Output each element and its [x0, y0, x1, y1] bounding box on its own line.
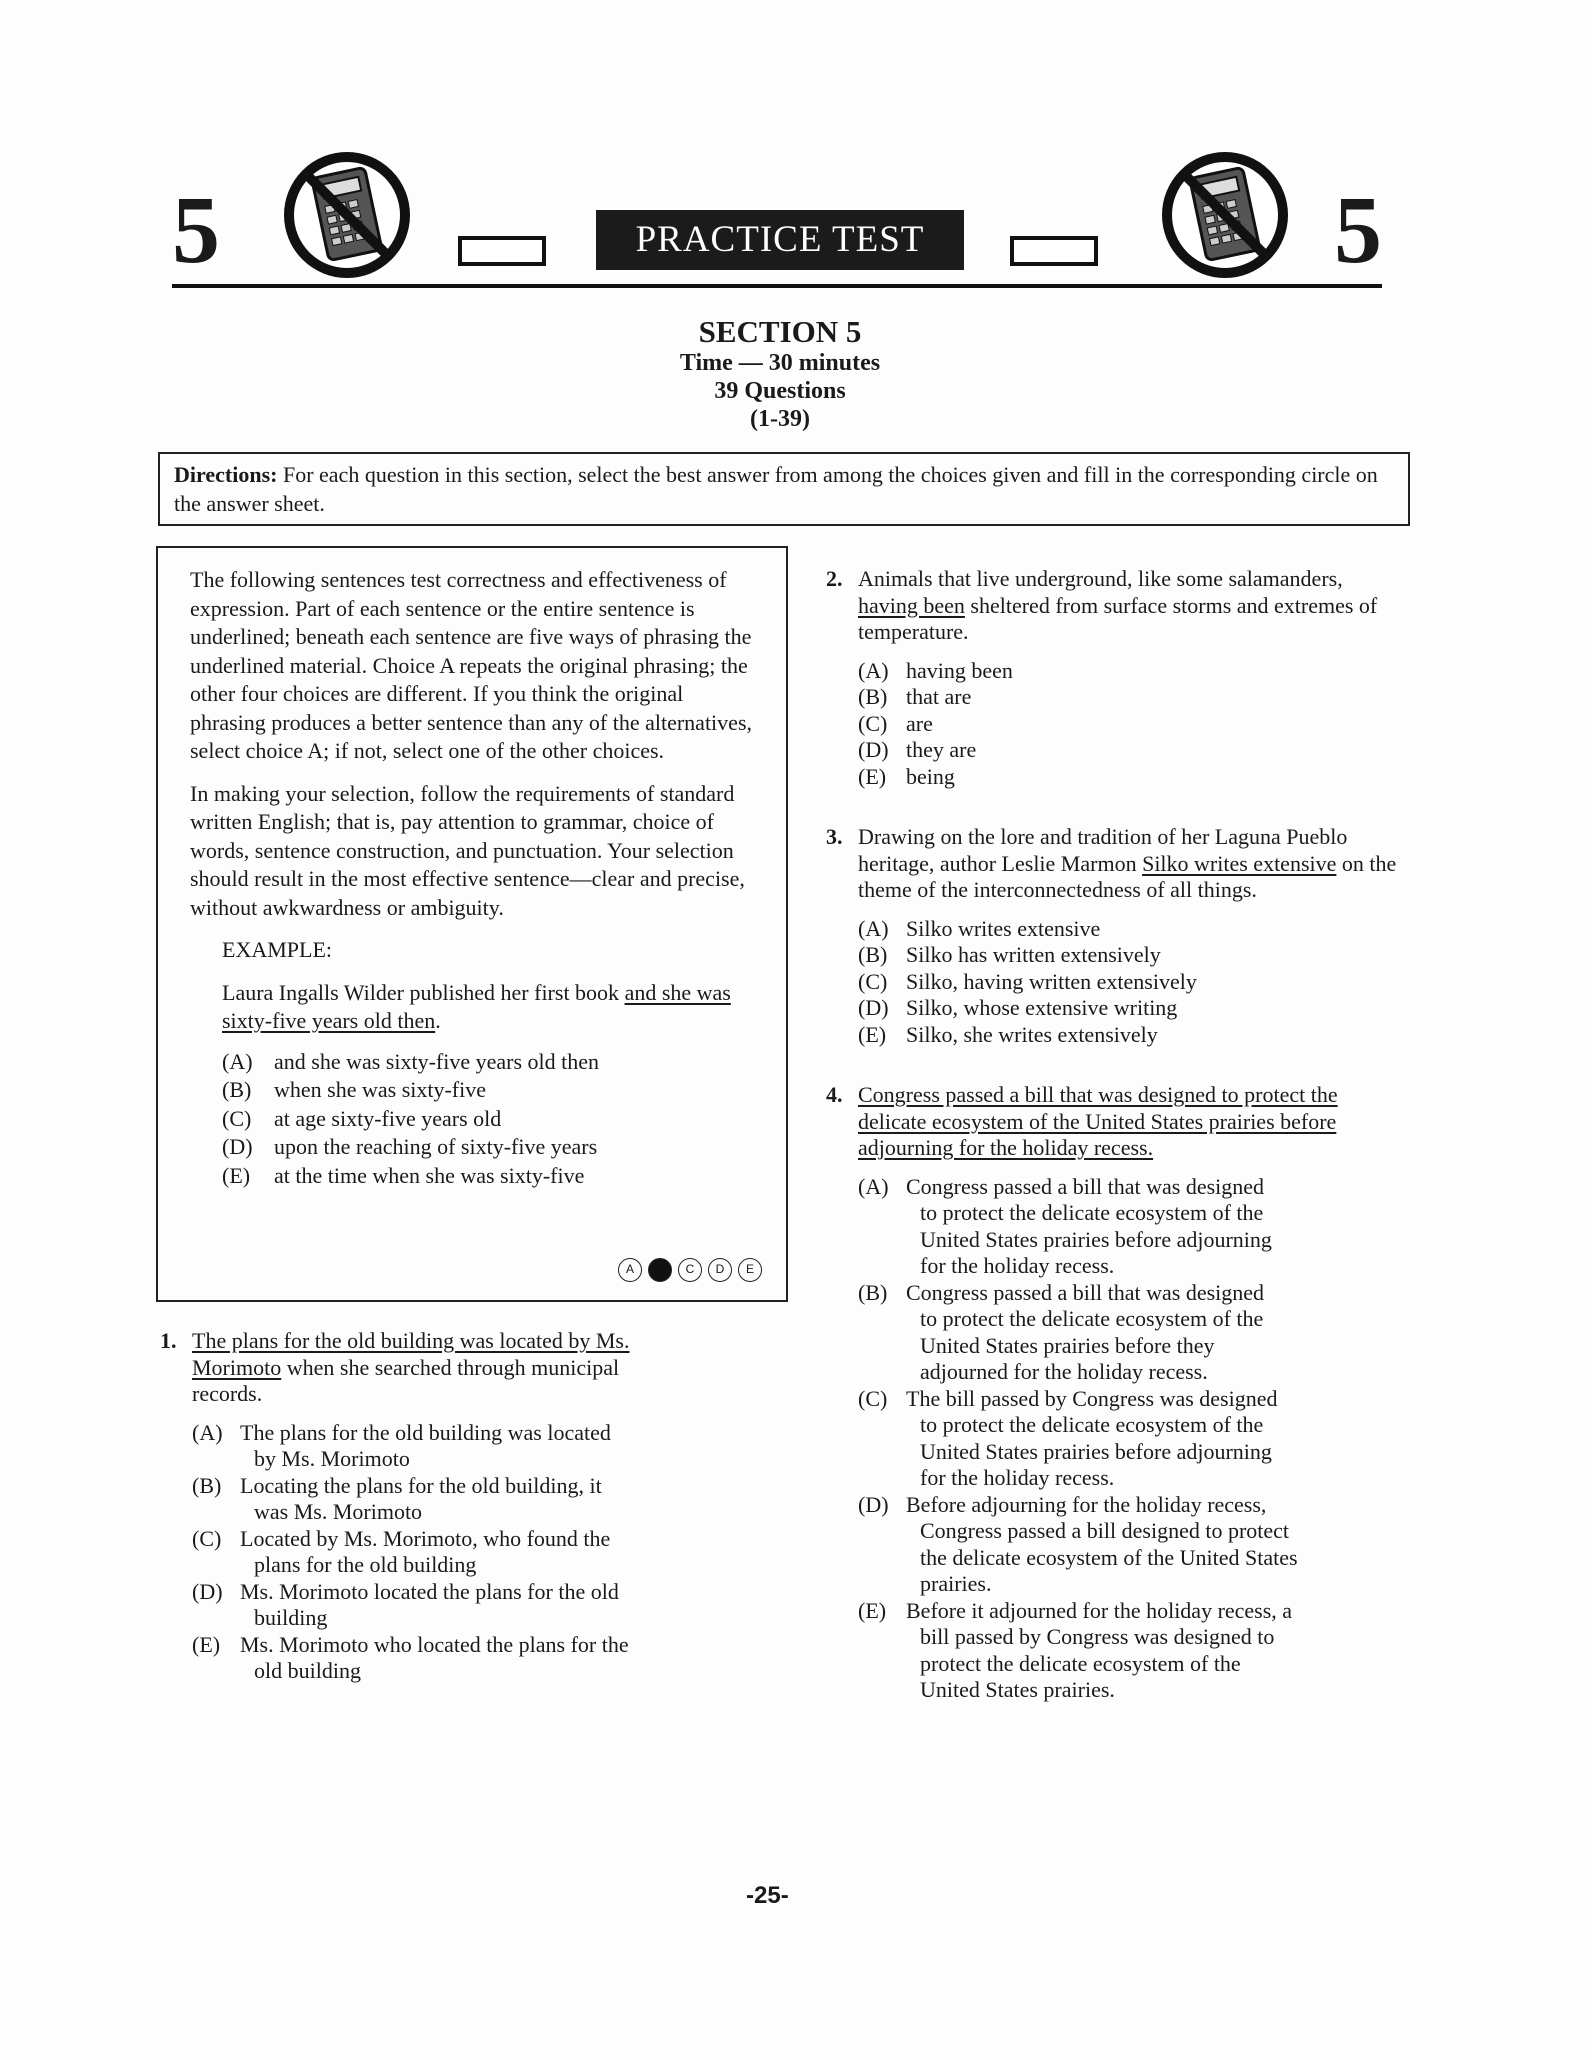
- answer-bubble-e: E: [738, 1258, 762, 1282]
- question-stem: [160, 1328, 680, 1408]
- choice-text: Silko, she writes extensively: [906, 1021, 1158, 1047]
- example-answer-bubbles: [618, 1258, 762, 1282]
- choice-text: Locating the plans for the old building, it was Ms. Morimoto: [240, 1472, 602, 1524]
- example-sentence: [222, 979, 760, 1036]
- underlined-text: The plans for the old building was located by Ms. Morimoto: [192, 1328, 630, 1380]
- choice-text: The bill passed by Congress was designed to protect the delicate ecosystem of the United States prairies before adjourning for the holiday recess.: [906, 1385, 1278, 1490]
- question-1: [160, 1328, 680, 1685]
- answer-choice: [826, 684, 1406, 711]
- answer-choice: [826, 942, 1406, 969]
- choice-letter: (D): [858, 737, 889, 762]
- choice-text: Ms. Morimoto located the plans for the old building: [240, 1578, 619, 1630]
- directions-label: Directions:: [174, 462, 278, 487]
- question-number: 3.: [826, 824, 843, 849]
- example-sentence-start: Laura Ingalls Wilder published her first book: [222, 979, 625, 1005]
- no-calculator-icon: [282, 150, 412, 280]
- header-rule-box-right: [1010, 236, 1098, 266]
- choice-text: Silko, whose extensive writing: [906, 995, 1178, 1020]
- underlined-text: Congress passed a bill that was designed to protect the delicate ecosystem of the United States prairies before adjourning for the holiday recess.: [858, 1082, 1338, 1160]
- directions-box: [158, 452, 1410, 526]
- answer-choice: [826, 1386, 1406, 1492]
- underlined-text: having been: [858, 592, 965, 618]
- choice-text: at the time when she was sixty-five: [274, 1162, 585, 1188]
- choice-letter: (B): [858, 1279, 888, 1305]
- stem-rest: when she searched through municipal records.: [192, 1354, 620, 1406]
- example-sentence-end: .: [435, 1008, 441, 1033]
- answer-choice: [826, 737, 1406, 764]
- choice-text: Silko has written extensively: [906, 942, 1161, 967]
- underlined-text: Silko writes extensive: [1142, 850, 1337, 876]
- answer-choice: [826, 764, 1406, 791]
- no-calculator-icon: [1160, 150, 1290, 280]
- question-2: [826, 566, 1406, 790]
- answer-choice: [826, 711, 1406, 738]
- answer-bubble-c: C: [678, 1258, 702, 1282]
- answer-choice: [826, 916, 1406, 943]
- choice-text: are: [906, 710, 933, 736]
- choice-text: Ms. Morimoto who located the plans for the old building: [240, 1631, 629, 1683]
- choice-text: Located by Ms. Morimoto, who found the plans for the old building: [240, 1525, 611, 1577]
- example-underlined-text: and she was sixty-five years old then: [222, 979, 731, 1033]
- choice-letter: (A): [222, 1048, 253, 1074]
- choice-letter: (A): [858, 1173, 889, 1199]
- answer-choice: [826, 1022, 1406, 1049]
- choice-text: and she was sixty-five years old then: [274, 1048, 600, 1074]
- choice-letter: (E): [858, 1597, 887, 1623]
- example-choice: [222, 1048, 760, 1077]
- stem-start: Drawing on the lore and tradition of her Laguna Pueblo heritage, author Leslie Marmon: [858, 824, 1348, 876]
- header-divider: [172, 284, 1382, 288]
- question-stem: [826, 566, 1406, 646]
- answer-choice: [826, 1174, 1406, 1280]
- answer-choice: [160, 1579, 680, 1632]
- example-label: EXAMPLE:: [222, 937, 332, 962]
- choice-text: upon the reaching of sixty-five years: [274, 1134, 598, 1159]
- question-stem: [826, 824, 1406, 904]
- instructions-box: [156, 546, 788, 1302]
- question-stem: [826, 1082, 1406, 1162]
- practice-test-banner: PRACTICE TEST: [596, 210, 964, 270]
- choice-text: Before it adjourned for the holiday recess, a bill passed by Congress was designed to protect the delicate ecosystem of the United States prairies.: [906, 1597, 1293, 1702]
- choice-letter: (D): [858, 1491, 889, 1517]
- choice-letter: (D): [858, 995, 889, 1020]
- answer-choice: [160, 1632, 680, 1685]
- answer-choice: [160, 1420, 680, 1473]
- choice-letter: (B): [858, 942, 888, 967]
- choice-letter: (E): [858, 1021, 887, 1047]
- section-question-range: (1-39): [750, 406, 810, 432]
- choice-text: when she was sixty-five: [274, 1077, 487, 1102]
- instructions-paragraph-2: In making your selection, follow the requirements of standard written English; that is, pay attention to grammar, choice of words, sentence construction, and punctuation. Your selection should result in the most effective sentence—clear and precise, without awkwardness or ambiguity.: [190, 780, 745, 920]
- choice-letter: (C): [858, 1385, 888, 1411]
- answer-choice: [826, 995, 1406, 1022]
- example-choice: [222, 1105, 760, 1134]
- answer-choice: [160, 1473, 680, 1526]
- stem-rest: sheltered from surface storms and extremes of temperature.: [858, 592, 1378, 644]
- answer-choice: [160, 1526, 680, 1579]
- example-choice: [222, 1133, 760, 1162]
- choice-letter: (D): [222, 1134, 253, 1159]
- choice-text: Silko writes extensive: [906, 915, 1101, 941]
- section-title: SECTION 5: [698, 314, 862, 349]
- choice-text: they are: [906, 737, 977, 762]
- choice-letter: (A): [192, 1419, 223, 1445]
- answer-bubble-d: D: [708, 1258, 732, 1282]
- question-number: 1.: [160, 1328, 177, 1353]
- question-3: [826, 824, 1406, 1048]
- choice-letter: (B): [222, 1077, 252, 1102]
- answer-bubble-a: A: [618, 1258, 642, 1282]
- choice-letter: (E): [858, 763, 887, 789]
- question-number: 4.: [826, 1082, 843, 1107]
- choice-text: Before adjourning for the holiday recess, Congress passed a bill designed to protect the delicate ecosystem of the United States prairies.: [906, 1491, 1298, 1596]
- choice-letter: (D): [192, 1578, 223, 1604]
- header-rule-box-left: [458, 236, 546, 266]
- example-choices: [222, 1048, 760, 1191]
- page-number: -25-: [746, 1882, 789, 1909]
- choice-letter: (B): [858, 684, 888, 709]
- choice-letter: (E): [222, 1162, 251, 1188]
- choice-letter: (C): [192, 1525, 222, 1551]
- question-4: [826, 1082, 1406, 1704]
- choice-text: Congress passed a bill that was designed to protect the delicate ecosystem of the United States prairies before adjourning for the holiday recess.: [906, 1173, 1272, 1278]
- answer-choice: [826, 658, 1406, 685]
- stem-start: Animals that live underground, like some salamanders,: [858, 566, 1343, 591]
- choice-text: that are: [906, 684, 972, 709]
- choice-letter: (B): [192, 1472, 222, 1498]
- directions-text: For each question in this section, select the best answer from among the choices given and fill in the corresponding circle on the answer sheet.: [174, 462, 1378, 516]
- choice-text: at age sixty-five years old: [274, 1105, 502, 1131]
- choice-text: being: [906, 763, 955, 789]
- choice-letter: (C): [222, 1105, 252, 1131]
- choice-letter: (C): [858, 710, 888, 736]
- choice-text: The plans for the old building was located by Ms. Morimoto: [240, 1419, 611, 1471]
- answer-choice: [826, 1598, 1406, 1704]
- instructions-paragraph-1: The following sentences test correctness and effectiveness of expression. Part of each sentence or the entire sentence is underlined; beneath each sentence are five ways of phrasing the underlined material. Choice A repeats the original phrasing; the other four choices are different. If you think the original phrasing produces a better sentence than any of the alternatives, select choice A; if not, select one of the other choices.: [190, 567, 752, 763]
- example-choice: [222, 1076, 760, 1105]
- choice-letter: (A): [858, 657, 889, 683]
- section-time: Time — 30 minutes: [679, 350, 881, 376]
- choice-letter: (E): [192, 1631, 221, 1657]
- question-number: 2.: [826, 566, 843, 591]
- choice-letter: (C): [858, 968, 888, 994]
- choice-text: Silko, having written extensively: [906, 968, 1197, 994]
- choice-text: Congress passed a bill that was designed to protect the delicate ecosystem of the United States prairies before they adjourned for the holiday recess.: [906, 1279, 1265, 1384]
- stem-rest: on the theme of the interconnectedness of all things.: [858, 850, 1397, 902]
- section-number-left: 5: [172, 176, 220, 283]
- answer-bubble-b-filled: B: [648, 1258, 672, 1282]
- section-question-count: 39 Questions: [714, 378, 846, 404]
- answer-choice: [826, 969, 1406, 996]
- answer-choice: [826, 1492, 1406, 1598]
- section-number-right: 5: [1334, 176, 1382, 283]
- answer-choice: [826, 1280, 1406, 1386]
- example-choice: [222, 1162, 760, 1191]
- choice-text: having been: [906, 657, 1013, 683]
- choice-letter: (A): [858, 915, 889, 941]
